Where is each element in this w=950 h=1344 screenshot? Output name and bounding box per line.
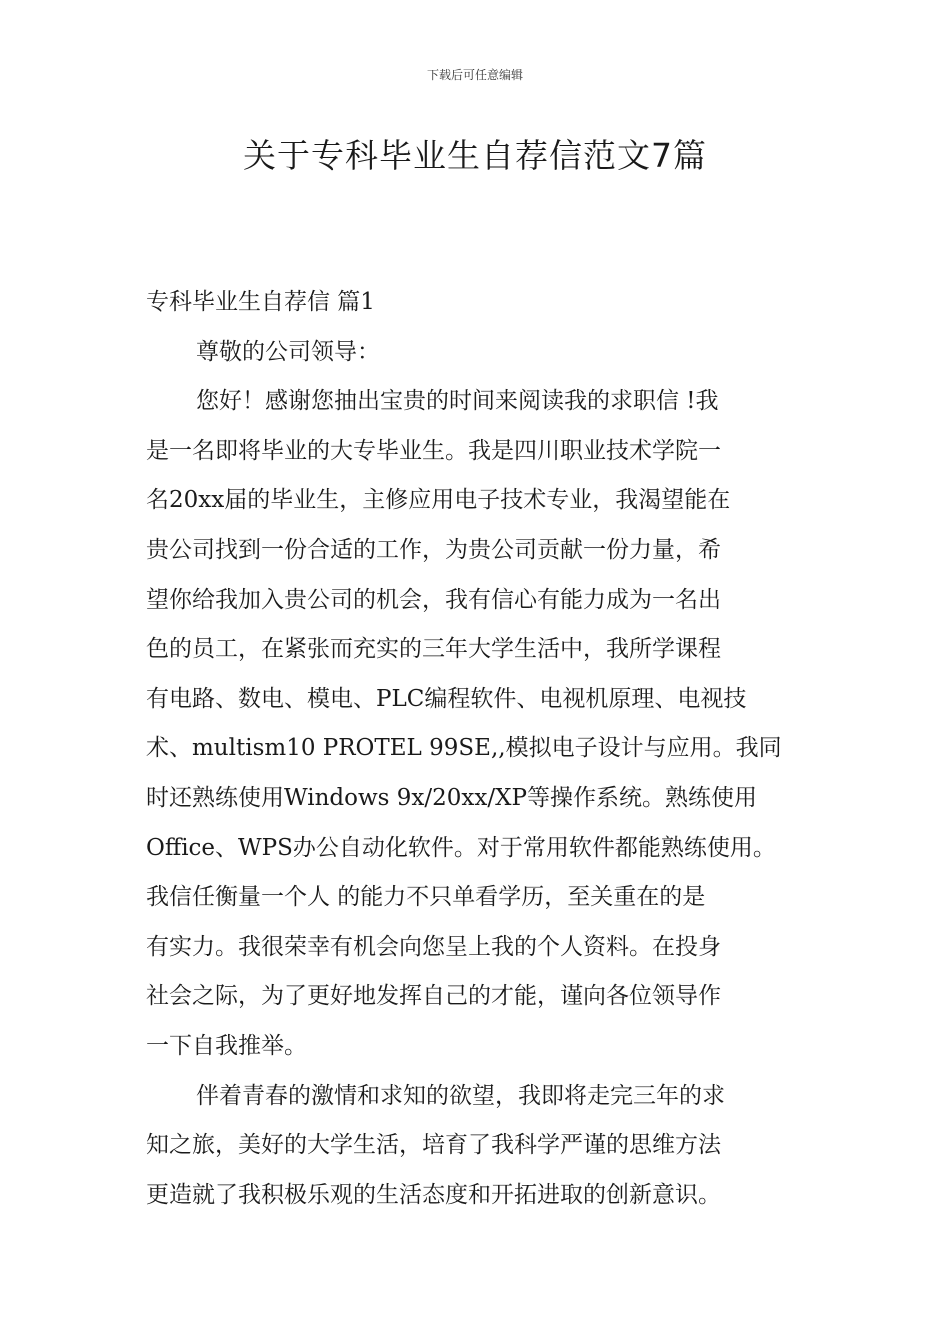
paragraph-line: 社会之际，为了更好地发挥自己的才能，谨向各位领导作 [146, 983, 721, 1010]
header-note: 下载后可任意编辑 [426, 68, 523, 82]
paragraph-line: 贵公司找到一份合适的工作，为贵公司贡献一份力量，希 [146, 536, 721, 563]
paragraph-line: 望你给我加入贵公司的机会，我有信心有能力成为一名出 [146, 586, 721, 613]
paragraph-line: 我信任衡量一个人 的能力不只单看学历，至关重在的是 [146, 884, 706, 911]
document-body [146, 278, 808, 1220]
paragraph-2 [146, 1072, 808, 1221]
paragraph-line: Office、WPS办公自动化软件。对于常用软件都能熟练使用。 [146, 834, 776, 861]
paragraph-line: 色的员工，在紧张而充实的三年大学生活中，我所学课程 [146, 636, 721, 663]
paragraph-line: 您好！感谢您抽出宝贵的时间来阅读我的求职信 !我 [196, 388, 719, 415]
paragraph-line: 是一名即将毕业的大专毕业生。我是四川职业技术学院一 [146, 437, 721, 464]
paragraph-line: 伴着青春的激情和求知的欲望，我即将走完三年的求 [196, 1082, 725, 1109]
paragraph-line: 更造就了我积极乐观的生活态度和开拓进取的创新意识。 [146, 1181, 721, 1208]
paragraph-line: 一下自我推举。 [146, 1032, 307, 1059]
paragraph-line: 知之旅，美好的大学生活，培育了我科学严谨的思维方法 [146, 1132, 721, 1159]
paragraph-line: 有实力。我很荣幸有机会向您呈上我的个人资料。在投身 [146, 933, 721, 960]
paragraph-line: 时还熟练使用Windows 9x/20xx/XP等操作系统。熟练使用 [146, 784, 757, 811]
document-title: 关于专科毕业生自荐信范文7篇 [243, 136, 707, 175]
paragraph-line: 名20xx届的毕业生，主修应用电子技术专业，我渴望能在 [146, 487, 731, 514]
salutation: 尊敬的公司领导： [196, 338, 380, 365]
paragraph-1 [146, 377, 808, 1071]
section-heading: 专科毕业生自荐信 篇1 [146, 289, 375, 315]
paragraph-line: 术、multism10 PROTEL 99SE,,模拟电子设计与应用。我同 [146, 735, 782, 762]
paragraph-line: 有电路、数电、模电、PLC编程软件、电视机原理、电视技 [146, 685, 747, 712]
